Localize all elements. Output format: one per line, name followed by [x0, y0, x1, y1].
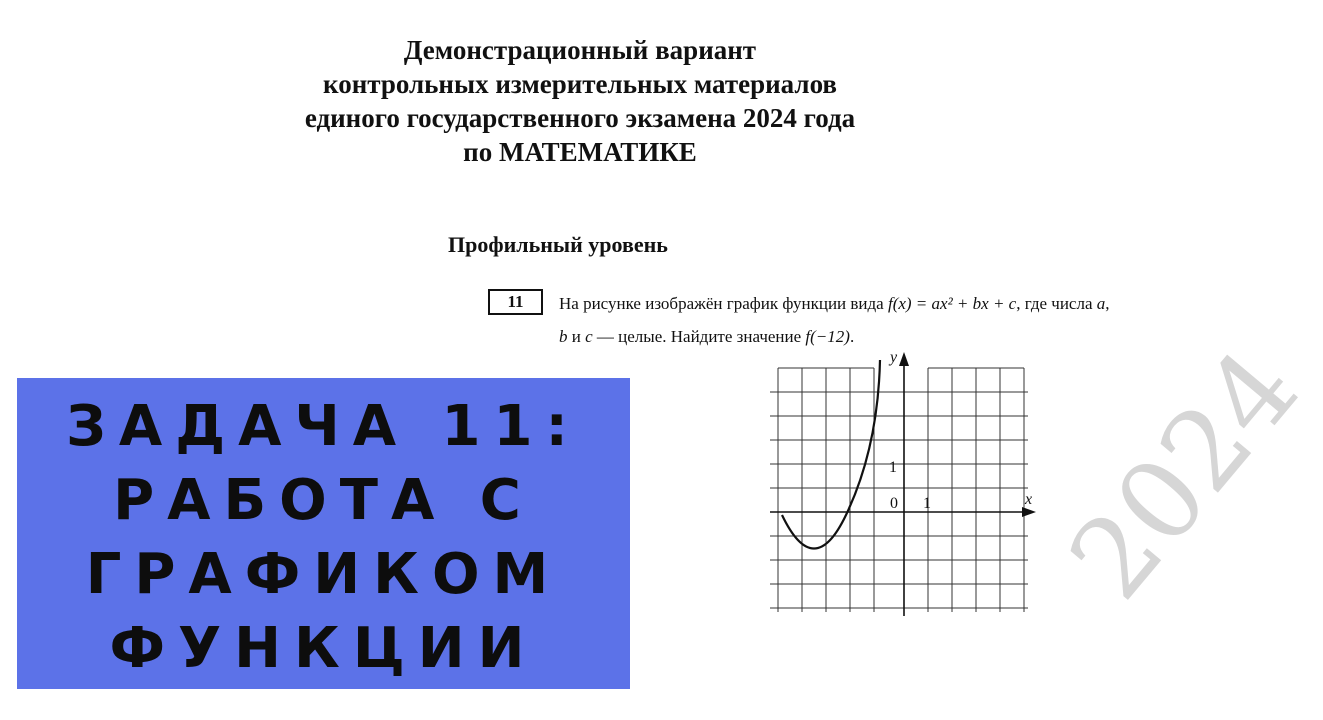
y-axis-arrow: [899, 352, 909, 366]
task-line-2: [559, 320, 1271, 353]
task-line1-tail: , где числа: [1016, 294, 1093, 313]
and-word: и: [571, 327, 581, 346]
document-title: [230, 33, 930, 169]
y-unit-label: 1: [889, 459, 897, 476]
comma: ,: [1105, 294, 1110, 313]
title-line-1: Демонстрационный вариант: [403, 35, 757, 65]
task-target: f(−12): [805, 327, 850, 346]
banner-title: [17, 390, 630, 686]
banner-line-1: ЗАДАЧА 11:: [66, 394, 581, 459]
title-line-3: единого государственного экзамена 2024 года: [304, 103, 856, 133]
grid: [770, 368, 1028, 612]
function-graph: [770, 350, 1045, 620]
task-line-1: [559, 287, 1271, 320]
title-banner: [17, 378, 630, 689]
x-axis-arrow: [1022, 507, 1036, 517]
banner-line-4: ФУНКЦИИ: [109, 616, 538, 681]
parabola-curve: [782, 360, 880, 549]
banner-line-2: РАБОТА С: [113, 468, 534, 533]
x-unit-label: 1: [923, 495, 931, 512]
period: .: [849, 327, 855, 346]
x-axis-label: x: [1025, 491, 1033, 508]
title-line-2: контрольных измерительных материалов: [323, 69, 837, 99]
task-line2-text: — целые. Найдите значение: [596, 327, 802, 346]
task-number-box: 11: [488, 289, 543, 315]
var-b: b: [559, 327, 568, 346]
origin-label: 0: [890, 495, 898, 512]
title-line-4: по МАТЕМАТИКЕ: [463, 137, 697, 167]
level-heading: Профильный уровень: [448, 232, 668, 257]
y-axis-label: y: [890, 349, 898, 366]
year-watermark: 2024: [1045, 325, 1323, 623]
var-a: a: [1096, 294, 1106, 313]
task-formula: f(x) = ax² + bx + c: [887, 294, 1017, 313]
task-statement: [559, 287, 1271, 353]
var-c: c: [585, 327, 593, 346]
task-intro: На рисунке изображён график функции вида: [559, 294, 884, 313]
banner-line-3: ГРАФИКОМ: [85, 542, 562, 607]
